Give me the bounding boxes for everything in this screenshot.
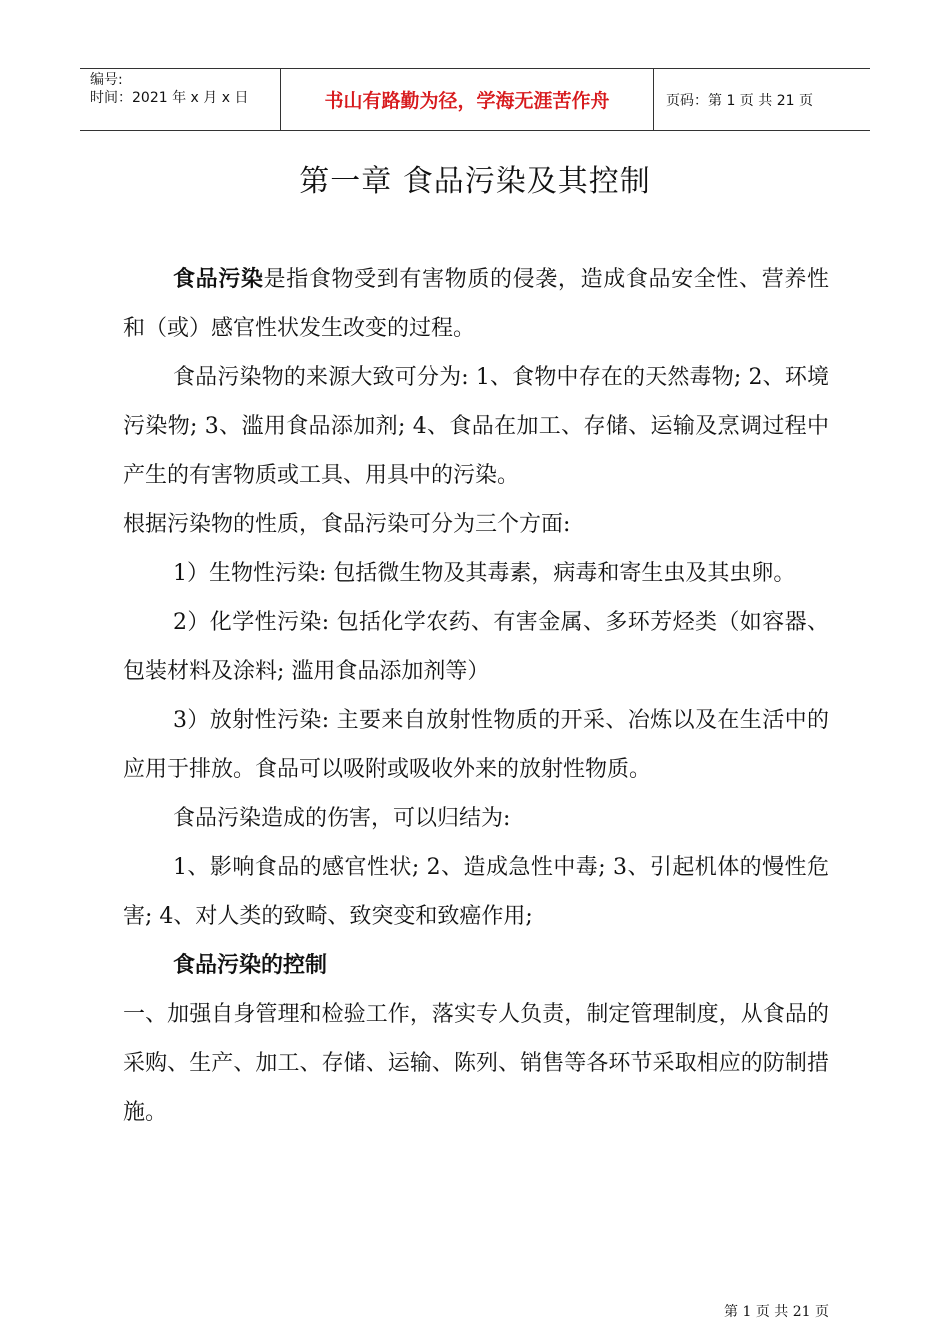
paragraph-control-1: 一、加强自身管理和检验工作，落实专人负责，制定管理制度，从食品的采购、生产、加工、存储、运输、陈列、销售等各环节采取相应的防制措施。 [123, 1002, 829, 1125]
paragraph-chemical: 2）化学性污染: 包括化学农药、有害金属、多环芳烃类（如容器、包装材料及涂料; 滥用食品添加剂等） [123, 610, 829, 684]
section-heading: 食品污染的控制 [173, 953, 328, 978]
paragraph-definition [123, 255, 829, 353]
doc-number-label: 编号: [90, 72, 123, 88]
paragraph-radioactive: 3）放射性污染: 主要来自放射性物质的开采、冶炼以及在生活中的应用于排放。食品可以吸附或吸收外来的放射性物质。 [123, 708, 829, 782]
chapter-title: 第一章 食品污染及其控制 [299, 164, 651, 199]
doc-time-label: 时间：2021 年 x 月 x 日 [90, 90, 249, 106]
paragraph-biological: 1）生物性污染: 包括微生物及其毒素，病毒和寄生虫及其虫卵。 [173, 561, 796, 586]
page-footer: 第 1 页 共 21 页 [724, 1304, 829, 1320]
paragraph-classification: 根据污染物的性质，食品污染可分为三个方面: [123, 512, 571, 537]
defined-term: 食品污染 [173, 267, 264, 292]
header-meta [80, 69, 281, 130]
header-page-label: 页码：第 1 页 共 21 页 [666, 92, 813, 109]
paragraph-harm-list: 1、影响食品的感官性状; 2、造成急性中毒; 3、引起机体的慢性危害; 4、对人类的致畸、致突变和致癌作用; [123, 855, 829, 929]
paragraph-harm-intro: 食品污染造成的伤害，可以归结为: [173, 806, 511, 831]
header-motto: 书山有路勤为径，学海无涯苦作舟 [281, 69, 654, 130]
paragraph-sources: 食品污染物的来源大致可分为: 1、食物中存在的天然毒物; 2、环境污染物; 3、滥用食品添加剂; 4、食品在加工、存储、运输及烹调过程中产生的有害物质或工具、用具中的污染。 [123, 365, 829, 488]
definition-text: 是指食物受到有害物质的侵袭，造成食品安全性、营养性和（或）感官性状发生改变的过程。 [123, 267, 829, 341]
page-header [80, 68, 870, 131]
document-body [123, 255, 829, 1137]
